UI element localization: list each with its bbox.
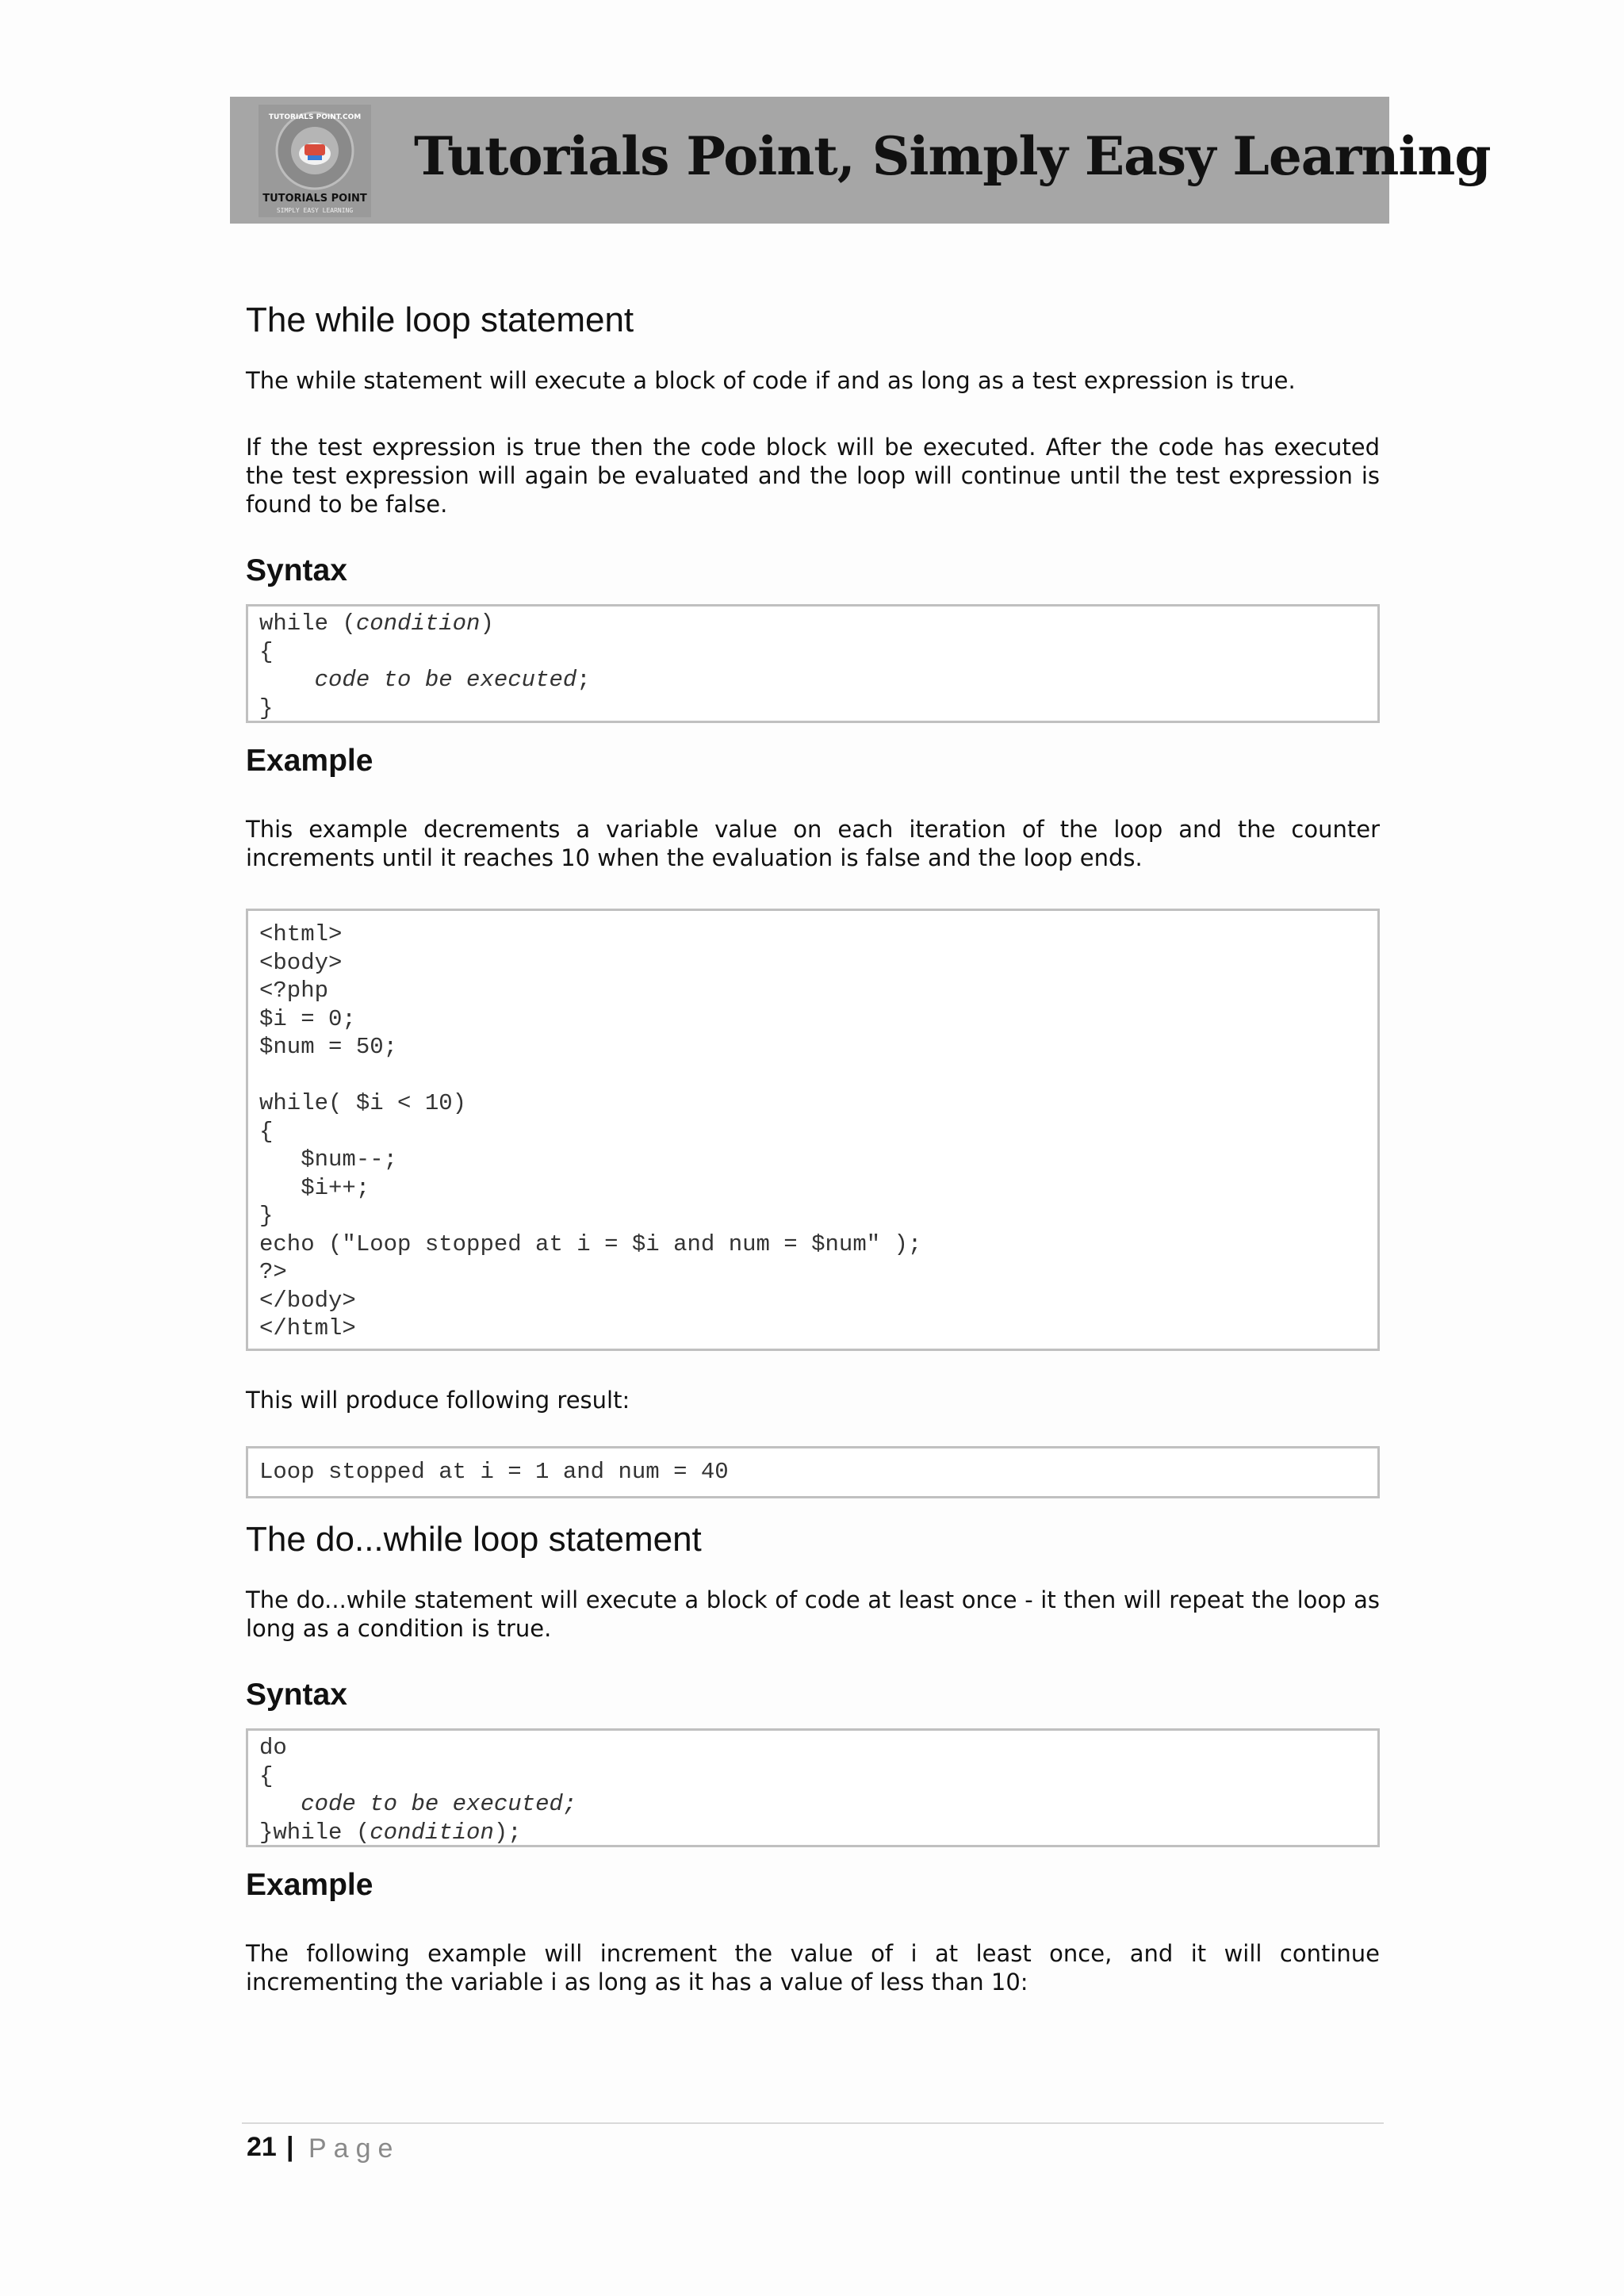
dowhile-syntax-code-block: do { code to be executed; }while (condition);	[246, 1728, 1380, 1847]
tutorials-point-logo	[259, 105, 371, 217]
header-title: Tutorials Point, Simply Easy Learning	[414, 125, 1491, 187]
while-syntax-heading: Syntax	[246, 553, 347, 587]
page-content	[246, 295, 1380, 1996]
while-example-description: This example decrements a variable value on each iteration of the loop and the counter increments until it reaches 10 when the evaluation is false and the loop ends.	[246, 816, 1380, 871]
svg-text:TUTORIALS POINT.COM: TUTORIALS POINT.COM	[268, 113, 362, 121]
while-intro-paragraph: The while statement will execute a block of code if and as long as a test expression is true.	[246, 367, 1296, 394]
footer-separator: |	[286, 2132, 294, 2162]
svg-text:TUTORIALS POINT: TUTORIALS POINT	[262, 193, 367, 205]
result-output-block: Loop stopped at i = 1 and num = 40	[246, 1446, 1380, 1498]
page-number: 21	[247, 2132, 277, 2162]
page-header	[230, 97, 1491, 224]
while-description-paragraph: If the test expression is true then the code block will be executed. After the code has executed the test expression will again be evaluated and the loop will continue until the test expression is found to be false.	[246, 434, 1380, 518]
while-syntax-code-block: while (condition) { code to be executed; }	[246, 604, 1380, 723]
result-intro-text: This will produce following result:	[246, 1387, 630, 1414]
page-footer	[242, 2122, 1384, 2164]
dowhile-example-heading: Example	[246, 1868, 373, 1902]
dowhile-syntax-heading: Syntax	[246, 1678, 347, 1712]
while-example-heading: Example	[246, 744, 373, 778]
while-example-code-block: <html> <body> <?php $i = 0; $num = 50; while( $i < 10) { $num--; $i++; } echo ("Loop stopped at i = $i and num = $num" ); ?> </body> </html>	[246, 909, 1380, 1351]
dowhile-intro-paragraph: The do...while statement will execute a block of code at least once - it then will repeat the loop as long as a condition is true.	[246, 1586, 1380, 1642]
section-heading-while: The while loop statement	[246, 300, 634, 339]
section-heading-dowhile: The do...while loop statement	[246, 1520, 702, 1559]
svg-text:SIMPLY EASY LEARNING: SIMPLY EASY LEARNING	[276, 207, 354, 214]
page-label: Page	[308, 2133, 400, 2164]
dowhile-example-description: The following example will increment the value of i at least once, and it will continue incrementing the variable i as long as it has a value of less than 10:	[246, 1940, 1380, 1996]
